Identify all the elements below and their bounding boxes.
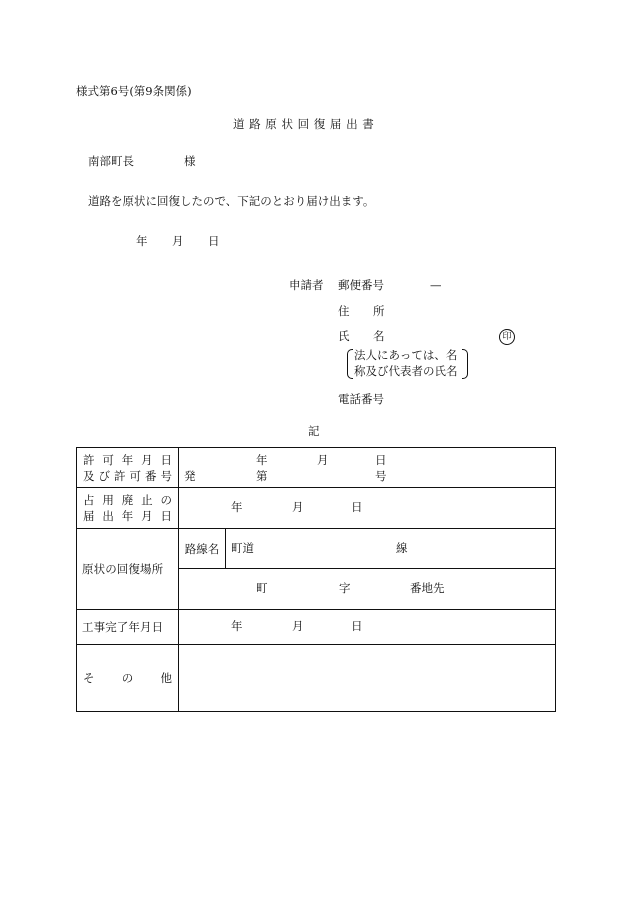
permit-value-cell[interactable]	[179, 448, 556, 488]
body-text: 道路を原状に回復したので、下記のとおり届け出ます。	[88, 194, 375, 208]
notification-date-label	[77, 488, 179, 529]
table-row-completion	[77, 610, 556, 645]
completion-date-label: 工事完了年月日	[77, 610, 179, 645]
date-year: 年	[136, 234, 148, 248]
permit-dai: 第	[256, 469, 268, 483]
form-table	[76, 447, 556, 712]
ki-heading: 記	[308, 424, 320, 438]
applicant-label: 申請者	[289, 278, 324, 292]
date-day: 日	[208, 234, 220, 248]
other-cell[interactable]	[179, 645, 556, 712]
completion-month: 月	[292, 619, 304, 633]
name-label-char2: 名	[373, 329, 385, 343]
route-line-text: 線	[396, 541, 408, 555]
honorific: 様	[184, 154, 196, 168]
route-name-label: 路線名	[184, 541, 220, 556]
corp-note-line1: 法人にあっては、名	[354, 348, 458, 362]
table-row-other	[77, 645, 556, 712]
route-name-label-cell	[179, 529, 226, 569]
completion-day: 日	[351, 619, 363, 633]
table-row-notification	[77, 488, 556, 529]
notification-month: 月	[292, 500, 304, 514]
postal-code-label: 郵便番号	[338, 278, 384, 292]
address-label-char2: 所	[373, 304, 385, 318]
address-banchi: 番地先	[410, 581, 445, 595]
permit-issue: 発	[184, 469, 196, 483]
permit-year: 年	[256, 453, 268, 467]
table-row-permit	[77, 448, 556, 488]
permit-gou: 号	[375, 469, 387, 483]
phone-label: 電話番号	[338, 392, 384, 406]
notification-day: 日	[351, 500, 363, 514]
restoration-location-label: 原状の回復場所	[77, 529, 179, 610]
corp-note-left-bracket	[347, 349, 353, 379]
notification-date-cell[interactable]	[179, 488, 556, 529]
location-address-cell[interactable]	[179, 569, 556, 610]
town-road-text: 町道	[231, 541, 254, 555]
seal-mark: 印	[499, 329, 515, 345]
notification-year: 年	[231, 500, 243, 514]
permit-label-line1: 許 可 年 月 日	[83, 452, 172, 467]
permit-date-number-label	[77, 448, 179, 488]
address-aza: 字	[339, 581, 351, 595]
other-label: そ の 他	[77, 645, 179, 712]
corp-note-line2: 称及び代表者の氏名	[354, 364, 458, 378]
name-label-char1: 氏	[338, 329, 350, 343]
completion-year: 年	[231, 619, 243, 633]
form-number: 様式第6号(第9条関係)	[76, 84, 192, 98]
address-label-char1: 住	[338, 304, 350, 318]
table-row-location-route	[77, 529, 556, 569]
route-name-cell[interactable]	[226, 529, 556, 569]
permit-month: 月	[317, 453, 329, 467]
notification-label-line2: 届 出 年 月 日	[83, 509, 172, 523]
postal-code-dash: —	[430, 278, 442, 292]
permit-label-line2: 及 び 許 可 番 号	[83, 468, 172, 483]
address-cho: 町	[256, 581, 268, 595]
notification-label-line1: 占 用 廃 止 の	[83, 493, 172, 507]
document-title: 道 路 原 状 回 復 届 出 書	[233, 117, 375, 131]
date-month: 月	[172, 234, 184, 248]
completion-date-cell[interactable]	[179, 610, 556, 645]
permit-day: 日	[375, 453, 387, 467]
addressee: 南部町長	[88, 154, 134, 168]
corp-note-right-bracket	[462, 349, 468, 379]
